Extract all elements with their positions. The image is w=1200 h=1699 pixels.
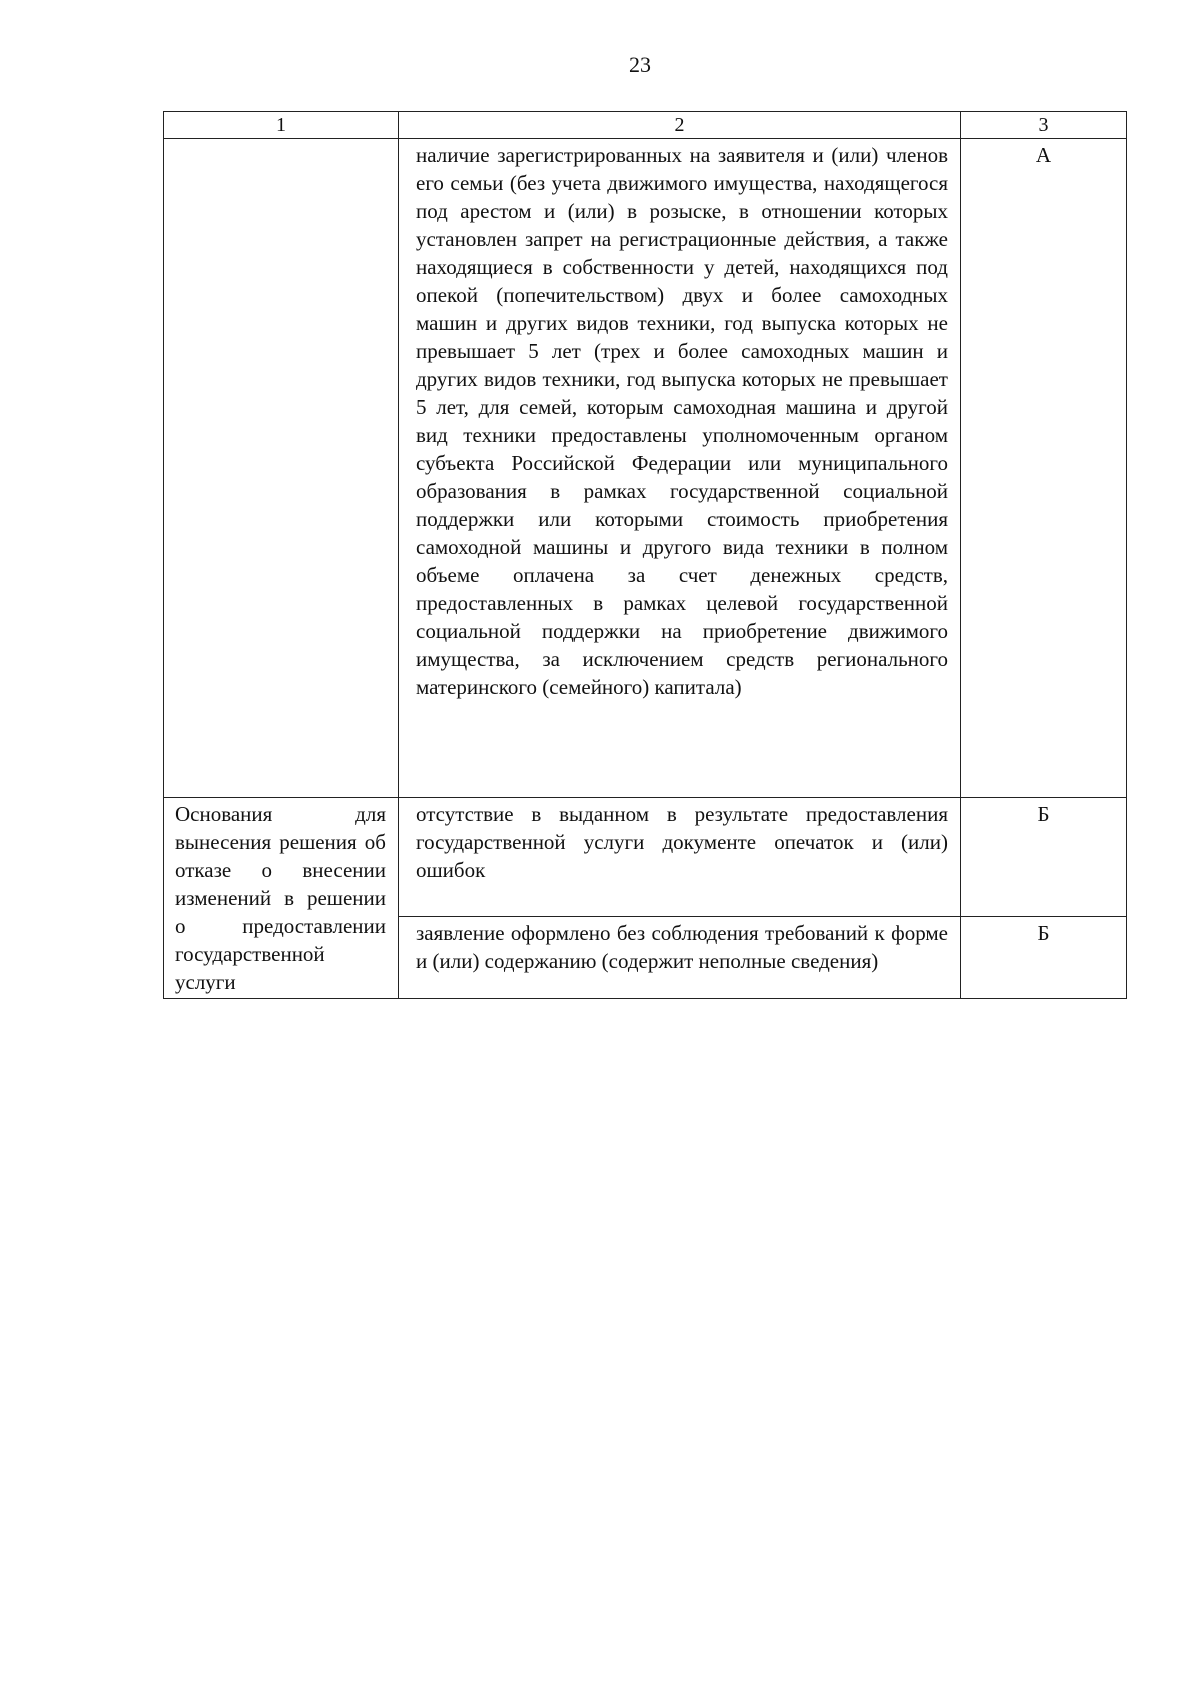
column-header-1: 1 xyxy=(164,112,399,139)
code-text: А xyxy=(1035,143,1052,167)
column-header-2: 2 xyxy=(399,112,961,139)
condition-cell xyxy=(399,139,961,798)
condition-text: отсутствие в выданном в результате предоставления государственной услуги документе опечаток и (или) ошибок xyxy=(416,802,948,882)
grounds-cell xyxy=(164,139,399,798)
code-text: Б xyxy=(1037,921,1050,946)
condition-text: заявление оформлено без соблюдения требований к форме и (или) содержанию (содержит неполные сведения) xyxy=(416,921,948,974)
code-cell xyxy=(961,798,1127,917)
column-header-3: 3 xyxy=(961,112,1127,139)
condition-text: наличие зарегистрированных на заявителя и (или) членов его семьи (без учета движимого имущества, находящегося под арестом и (или) в розыске, в отношении которых установлен запрет на регистрационные действия, а также находящиеся в собственности у детей, находящихся под опекой (попечительством) двух и более самоходных машин и других видов техники, год выпуска которых не превышает 5 лет (трех и более самоходных машин и других видов техники, год выпуска которых не превышает 5 лет, для семей, которым самоходная машина и другой вид техники предоставлены уполномоченным органом субъекта Российской Федерации или муниципального образования в рамках государственной социальной поддержки или которыми стоимость приобретения самоходной машины и другого вида техники в полном объеме оплачена за счет денежных средств, предоставленных в рамках целевой государственной социальной поддержки на приобретение движимого имущества, за исключением средств регионального материнского (семейного) капитала) xyxy=(416,143,948,699)
page-number: 23 xyxy=(629,52,651,77)
code-cell xyxy=(961,917,1127,999)
condition-cell xyxy=(399,798,961,917)
grounds-text xyxy=(164,139,398,143)
requirements-table xyxy=(163,111,1127,999)
table-row xyxy=(164,798,1127,917)
table-header-row xyxy=(164,112,1127,139)
grounds-cell xyxy=(164,798,399,999)
condition-cell xyxy=(399,917,961,999)
table-row xyxy=(164,139,1127,798)
code-text: Б xyxy=(1037,802,1050,826)
grounds-text: Основания для вынесения решения об отказе о внесении изменений в решении о предоставлении государственной услуги xyxy=(175,802,386,994)
code-cell xyxy=(961,139,1127,798)
